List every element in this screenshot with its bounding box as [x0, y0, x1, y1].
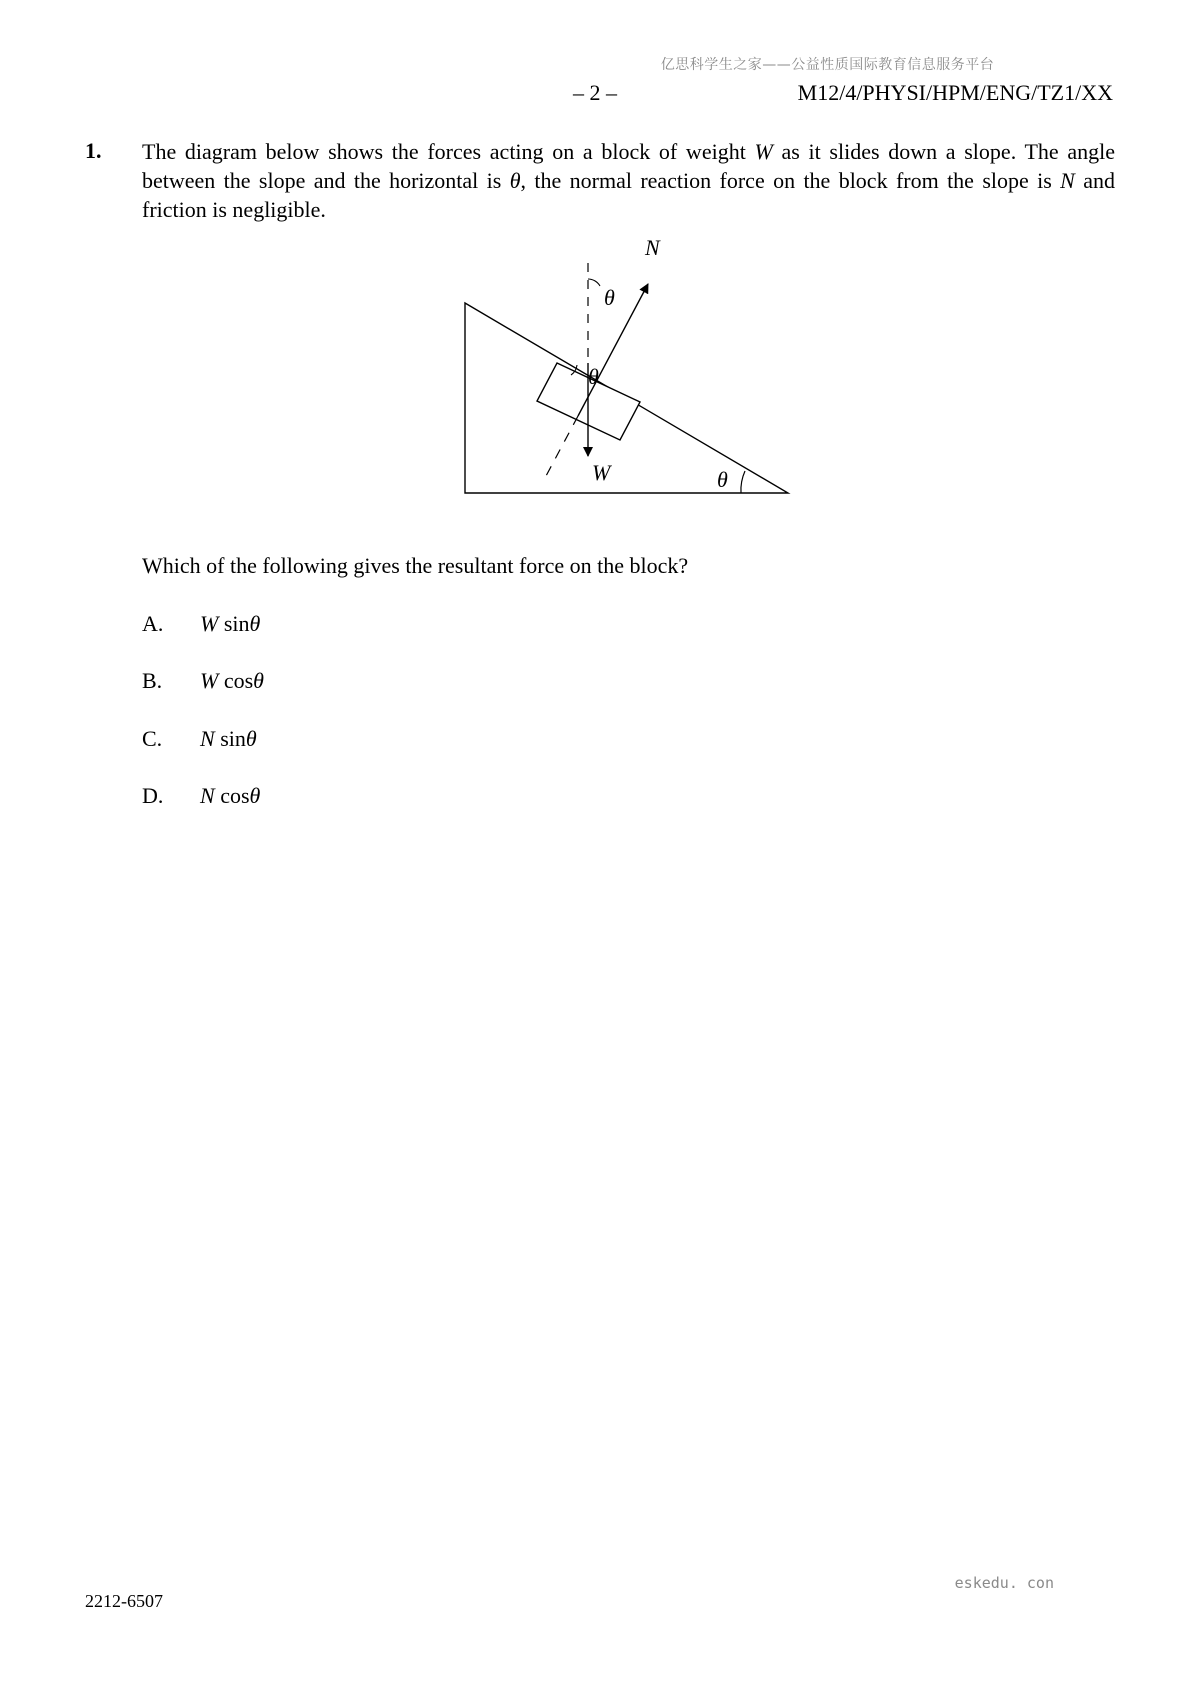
option-angle: θ — [249, 783, 261, 808]
normal-force-symbol: N — [1060, 168, 1075, 193]
option-b — [142, 668, 264, 694]
option-a — [142, 611, 260, 637]
question-text-part: The diagram below shows the forces acting on a block of weight — [142, 139, 755, 164]
option-symbol: W — [200, 611, 219, 636]
option-expression — [200, 726, 257, 752]
option-letter: C. — [142, 726, 163, 751]
option-symbol: N — [200, 726, 215, 751]
paper-code: M12/4/PHYSI/HPM/ENG/TZ1/XX — [797, 80, 1113, 105]
option-angle: θ — [249, 611, 261, 636]
question-number: 1. — [85, 138, 102, 163]
option-d — [142, 783, 260, 809]
option-function: cos — [220, 783, 250, 808]
force-diagram — [455, 238, 805, 503]
footer-code: 2212-6507 — [85, 1591, 163, 1611]
question-text — [142, 137, 1115, 224]
option-function: cos — [223, 668, 254, 693]
option-letter: A. — [142, 611, 164, 636]
option-c — [142, 726, 257, 752]
option-angle: θ — [245, 726, 257, 751]
weight-symbol: W — [754, 139, 773, 164]
option-function: sin — [223, 611, 250, 636]
question-prompt: Which of the following gives the resultant force on the block? — [142, 553, 689, 578]
watermark-banner: 亿思科学生之家——公益性质国际教育信息服务平台 — [660, 57, 995, 73]
option-expression — [200, 668, 264, 694]
lower-theta-label: θ — [588, 364, 599, 389]
page-number: – 2 – — [573, 80, 617, 105]
option-angle: θ — [253, 668, 264, 693]
upper-theta-label: θ — [604, 285, 615, 310]
option-expression — [200, 611, 260, 637]
normal-extension-dashed-line — [546, 416, 578, 476]
question-text-part: and friction is negligible. — [142, 168, 1115, 222]
option-symbol: W — [200, 668, 219, 693]
upper-angle-arc — [588, 279, 600, 286]
option-letter: B. — [142, 668, 163, 693]
question-text-part: as it slides down a slope. The angle between the slope and the horizontal is — [142, 139, 1116, 193]
slope-theta-label: θ — [717, 467, 728, 492]
option-letter: D. — [142, 783, 164, 808]
slope-angle-arc — [741, 471, 745, 493]
option-expression — [200, 783, 260, 809]
option-function: sin — [220, 726, 246, 751]
option-symbol: N — [200, 783, 215, 808]
question-text-part: , the normal reaction force on the block from the slope is — [520, 168, 1061, 193]
theta-symbol: θ — [509, 168, 521, 193]
watermark-footer: eskedu. con — [954, 1574, 1054, 1592]
weight-label: W — [592, 460, 611, 485]
normal-force-label: N — [645, 238, 660, 260]
